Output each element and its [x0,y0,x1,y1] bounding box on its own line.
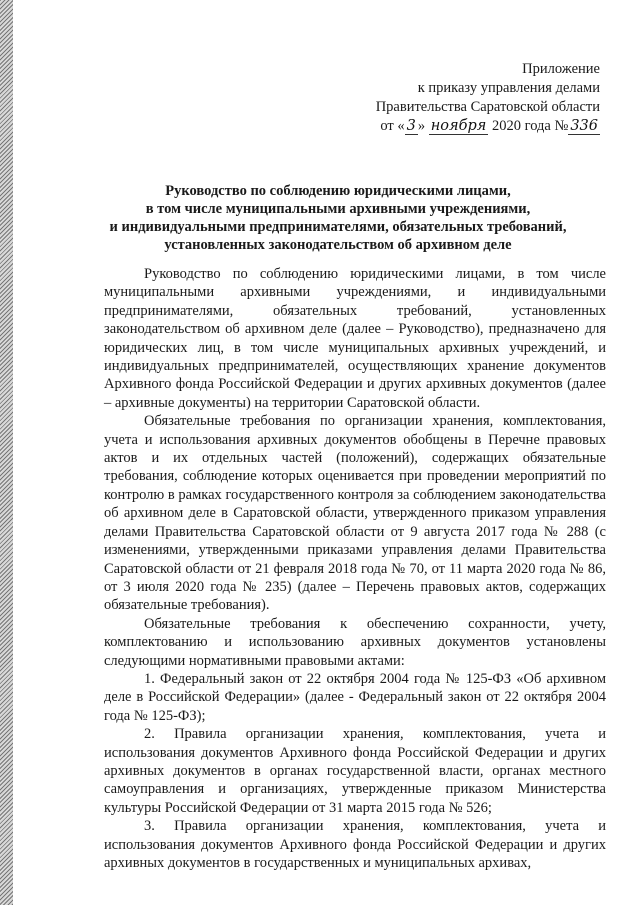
paragraph-normative-acts: Обязательные требования к обеспечению сохранности, учету, комплектованию и использованию архивных документов установлены следующими нормативными правовыми актами: [104,615,606,669]
order-date-line [300,117,600,136]
date-day-handwritten: 3 [406,118,416,134]
order-number-handwritten: 336 [570,118,598,134]
list-item-federal-law: 1. Федеральный закон от 22 октября 2004 года № 125-ФЗ «Об архивном деле в Российской Федерации» (далее - Федеральный закон от 22 октября 2004 года № 125-ФЗ); [104,670,606,724]
date-year: 2020 года № [491,118,569,134]
paragraph-requirements-list: Обязательные требования по организации хранения, комплектования, учета и использования архивных документов обобщены в Перечне правовых актов и их отдельных частей (положений), содержащих обязательные требования, соблюдение которых оценивается при проведении мероприятий по контролю в рамках государственного контроля за соблюдением законодательства об архивном деле в Саратовской области, утвержденного приказом управления делами Правительства Саратовской области от 9 августа 2017 года № 288 (с изменениями, утвержденными приказами управления делами Правительства Саратовской области от 21 февраля 2018 года № 70, от 11 марта 2020 года № 86, от 3 июля 2020 года № 235) (далее – Перечень правовых актов, содержащих обязательные требования). [104,413,606,614]
appendix-label: Приложение [522,61,600,77]
date-quote-close: » [417,118,426,134]
document-title [68,182,608,254]
document-body [104,265,606,872]
date-prefix: от « [380,118,405,134]
appendix-header [300,60,600,136]
title-line-1: Руководство по соблюдению юридическими лицами, [165,183,511,199]
paragraph-purpose: Руководство по соблюдению юридическими лицами, в том числе муниципальными архивными учреждениями, и индивидуальными предпринимателями, обязательных требований, установленных законодательством об архивном деле (далее – Руководство), предназначено для юридических лиц, в том числе муниципальных архивных учреждений, и индивидуальных предпринимателей, осуществляющих хранение документов Архивного фонда Российской Федерации и других архивных документов (далее – архивные документы) на территории Саратовской области. [104,266,606,411]
list-item-rules-organizations: 2. Правила организации хранения, комплектования, учета и использования документов Архивного фонда Российской Федерации и других архивных документов в органах государственной власти, органах местного самоуправления и организациях, утвержденные приказом Министерства культуры Российской Федерации от 31 марта 2015 года № 526; [104,726,606,816]
order-reference: к приказу управления делами [417,80,600,96]
date-month-handwritten: ноября [430,118,487,134]
title-line-2: в том числе муниципальными архивными учреждениями, [145,201,531,217]
title-line-3: и индивидуальными предпринимателями, обязательных требований, [109,219,567,235]
title-line-4: установленных законодательством об архивном деле [164,237,512,253]
government-name: Правительства Саратовской области [375,99,600,115]
list-item-rules-archives: 3. Правила организации хранения, комплектования, учета и использования документов Архивного фонда Российской Федерации и других архивных документов в государственных и муниципальных архивах, [104,818,606,871]
